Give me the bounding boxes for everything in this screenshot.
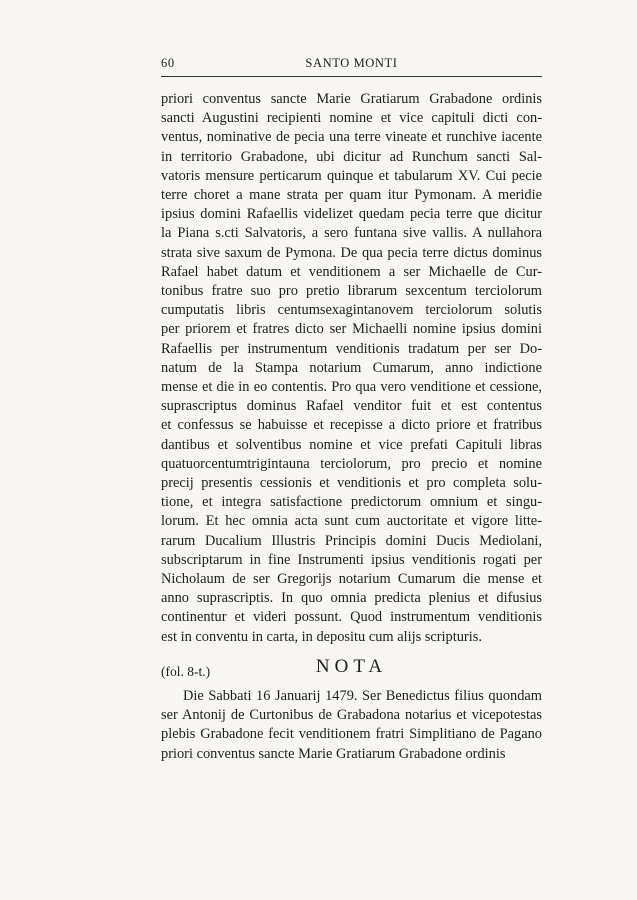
text-line: natum de la Stampa notarium Cumarum, anno indictione: [161, 359, 542, 376]
text-line: tonibus fratre suo pro pretio librarum sexcentum terciolorum: [161, 283, 542, 300]
text-line: per priorem et fratres dicto ser Michaelli nomine ipsius domini: [161, 321, 542, 338]
text-line: lorum. Et hec omnia acta sunt cum auctoritate et vigore litte-: [161, 513, 542, 530]
text-line: ser Antonij de Curtonibus de Grabadona notarius et vicepotestas: [161, 707, 542, 724]
nota-heading-row: [161, 657, 542, 681]
text-line: terre choret a mane strata per quam itur Pymonam. A meridie: [161, 187, 542, 204]
running-title: SANTO MONTI: [305, 56, 398, 70]
text-line: plebis Grabadone fecit venditionem fratri Simplitiano de Pagano: [161, 726, 542, 743]
text-line: sancti Augustini recipienti nomine et vice capituli dicti con-: [161, 110, 542, 127]
page-number: 60: [161, 56, 175, 70]
text-line: dantibus et solventibus nomine et vice prefati Capituli libras: [161, 436, 542, 453]
text-line: quatuorcentumtrigintauna terciolorum, pro precio et nomine: [161, 455, 542, 472]
paragraph-1: [161, 90, 542, 647]
text-line: priori conventus sancte Marie Gratiarum Grabadone ordinis: [161, 745, 506, 762]
header-rule: [161, 76, 542, 77]
text-line: strata sive saxum de Pymona. De qua pecia terre dictus dominus: [161, 244, 542, 261]
text-line: rarum Ducalium Illustris Principis domini Ducis Mediolani,: [161, 532, 542, 549]
section-title: NOTA: [315, 655, 388, 677]
text-line: vatoris mensure perticarum quinque et tabularum XV. Cui pecie: [161, 167, 542, 184]
text-line: continentur et videri possunt. Quod instrumentum venditionis: [161, 609, 542, 626]
text-line: priori conventus sancte Marie Gratiarum Grabadone ordinis: [161, 91, 542, 107]
text-line: Nicholaum de ser Gregorijs notarium Cumarum die mense et: [161, 571, 542, 588]
text-line: ventus, nominative de pecia una terre vineate et runchive iacente: [161, 129, 542, 146]
text-line: tione, et integra satisfactione predictorum omnium et singu-: [161, 494, 542, 511]
text-line: la Piana s.cti Salvatoris, a sero funtana sive vallis. A nullahora: [161, 225, 542, 242]
text-line: anno suprascriptis. In quo omnia predicta plenius et difusius: [161, 590, 542, 607]
paragraph-2: [161, 687, 542, 764]
text-line: est in conventu in carta, in depositu cum alijs scripturis.: [161, 628, 482, 645]
page-body: [161, 90, 542, 764]
text-line: mense et die in eo contentis. Pro qua vero venditione et cessione,: [161, 379, 542, 396]
folio-reference: (fol. 8-t.): [161, 663, 211, 679]
text-line: suprascriptus dominus Rafael venditor fuit et est contentus: [161, 398, 542, 415]
text-line: subscriptarum in fine Instrumenti ipsius venditionis rogati per: [161, 551, 542, 568]
text-line: in territorio Grabadone, ubi dicitur ad Runchum sancti Sal-: [161, 148, 542, 165]
text-line: cumputatis libris centumsexagintanovem terciolorum solutis: [161, 302, 542, 319]
text-line: Die Sabbati 16 Januarij 1479. Ser Benedictus filius quondam: [183, 687, 542, 704]
text-line: ipsius domini Rafaellis videlizet quedam pecia terre que dicitur: [161, 206, 542, 223]
text-line: Rafaellis per instrumentum venditionis tradatum per ser Do-: [161, 340, 542, 357]
text-line: et confessus se habuisse et recepisse a dicto priore et fratribus: [161, 417, 542, 434]
text-line: Rafael habet datum et venditionem a ser Michaelle de Cur-: [161, 263, 542, 280]
text-line: precij presentis cessionis et venditionis et pro completa solu-: [161, 475, 542, 492]
